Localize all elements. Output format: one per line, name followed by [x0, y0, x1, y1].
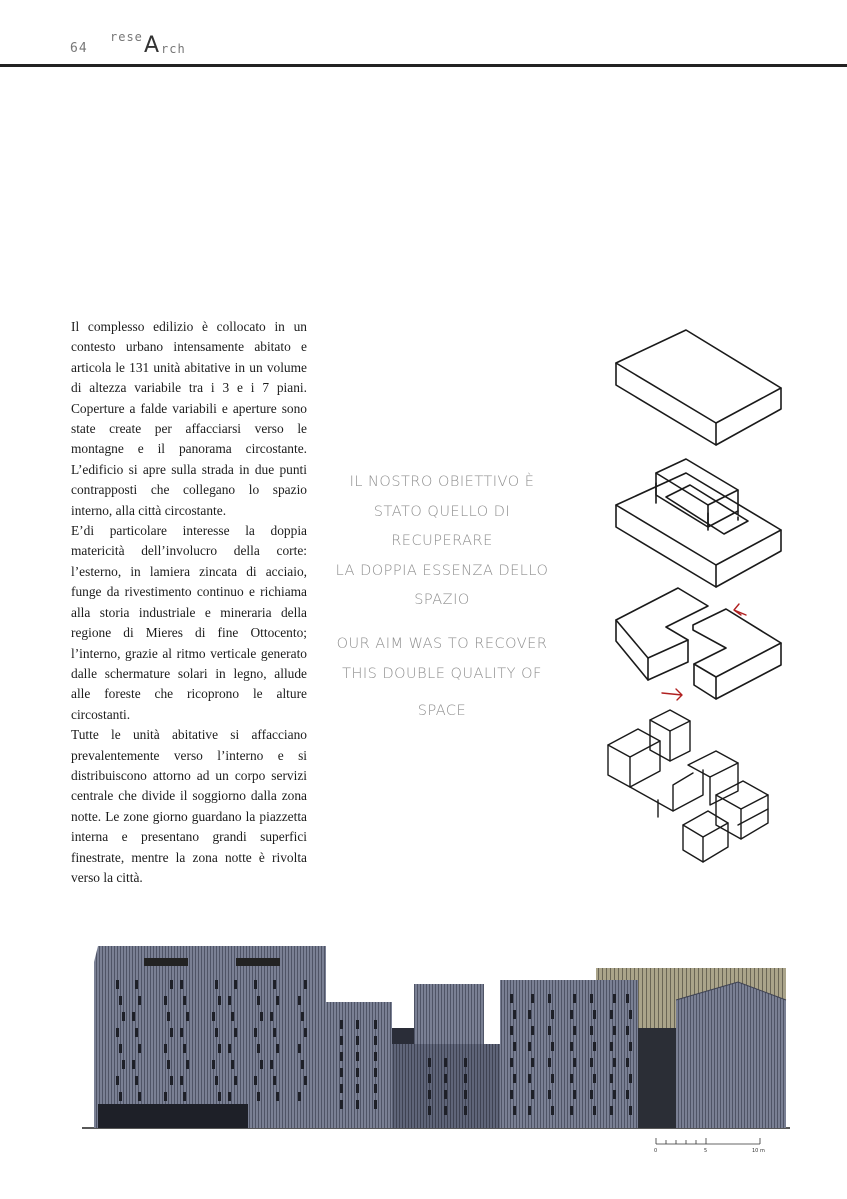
page-header	[0, 0, 847, 68]
arrow-icon	[662, 689, 682, 700]
window	[260, 1012, 263, 1021]
window	[528, 1042, 531, 1051]
window	[215, 1076, 218, 1085]
window	[613, 1090, 616, 1099]
window	[304, 1076, 307, 1085]
window	[573, 1058, 576, 1067]
window	[613, 994, 616, 1003]
roof-window	[144, 958, 188, 966]
window	[374, 1020, 377, 1029]
window	[231, 1012, 234, 1021]
window	[298, 1044, 301, 1053]
window	[276, 1044, 279, 1053]
window	[254, 1076, 257, 1085]
window	[301, 1060, 304, 1069]
window	[356, 1020, 359, 1029]
window	[510, 994, 513, 1003]
window	[626, 994, 629, 1003]
window	[340, 1052, 343, 1061]
window	[531, 994, 534, 1003]
window	[132, 1012, 135, 1021]
window	[273, 1028, 276, 1037]
sketch-solid-block	[616, 330, 781, 445]
window	[548, 1090, 551, 1099]
sketch-fragmented-cluster	[608, 710, 768, 862]
window	[513, 1106, 516, 1115]
window	[340, 1100, 343, 1109]
body-paragraph-3: Tutte le unità abitative si affacciano prevalentemente verso l’interno e si distribuiscono attorno ad un corpo servizi centrale che divide il soggiorno dalla zona notte. Le zone giorno guardano la piazzetta interna e presentano grandi superfici finestrate, mentre la zona notte è rivolta verso la città.	[71, 727, 307, 885]
window	[215, 980, 218, 989]
window	[374, 1052, 377, 1061]
window	[356, 1052, 359, 1061]
window	[276, 996, 279, 1005]
window	[116, 980, 119, 989]
window	[573, 994, 576, 1003]
window	[164, 1044, 167, 1053]
center-lower-block	[392, 1044, 502, 1128]
window	[180, 1028, 183, 1037]
window	[626, 1026, 629, 1035]
window	[629, 1010, 632, 1019]
window	[183, 996, 186, 1005]
window	[122, 1060, 125, 1069]
window	[593, 1042, 596, 1051]
window	[183, 1092, 186, 1101]
window	[164, 996, 167, 1005]
window	[570, 1010, 573, 1019]
window	[590, 1090, 593, 1099]
body-paragraph-1: Il complesso edilizio è collocato in un contesto urbano intensamente abitato e articola le 131 unità abitative in un volume di altezza variabile tra i 3 e i 7 piani. Coperture a falde variabili e aperture sono state create per affacciarsi verso le montagne e il panorama circostante. L’edificio si apre sulla strada in due punti contrapposti che collegano lo spazio interno, alla città circostante.	[71, 319, 307, 518]
window	[212, 1060, 215, 1069]
window	[122, 1012, 125, 1021]
window	[186, 1012, 189, 1021]
window	[428, 1058, 431, 1067]
window	[215, 1028, 218, 1037]
window	[590, 1058, 593, 1067]
window	[260, 1060, 263, 1069]
scale-label-0: 0	[654, 1148, 658, 1154]
window	[340, 1020, 343, 1029]
window	[551, 1106, 554, 1115]
window	[356, 1100, 359, 1109]
window	[234, 980, 237, 989]
window	[510, 1026, 513, 1035]
window	[340, 1068, 343, 1077]
window	[513, 1074, 516, 1083]
window	[212, 1012, 215, 1021]
window	[270, 1012, 273, 1021]
window	[183, 1044, 186, 1053]
entrance-void	[638, 1028, 678, 1128]
window	[170, 1028, 173, 1037]
logo-text-rese: rese	[110, 30, 143, 44]
window	[270, 1060, 273, 1069]
window	[613, 1058, 616, 1067]
window	[464, 1090, 467, 1099]
window	[298, 1092, 301, 1101]
window	[626, 1090, 629, 1099]
window	[218, 1044, 221, 1053]
window	[573, 1026, 576, 1035]
window	[257, 1044, 260, 1053]
pull-quote-english	[322, 630, 562, 727]
window	[138, 996, 141, 1005]
window	[304, 980, 307, 989]
window	[444, 1106, 447, 1115]
window	[548, 1058, 551, 1067]
arrow-icon	[734, 604, 746, 615]
window	[570, 1074, 573, 1083]
window	[528, 1074, 531, 1083]
quote-it-line-1: IL NOSTRO OBIETTIVO È	[349, 474, 535, 490]
window	[428, 1074, 431, 1083]
window	[629, 1042, 632, 1051]
window	[119, 996, 122, 1005]
window	[257, 1092, 260, 1101]
roof-window	[236, 958, 280, 966]
window	[444, 1090, 447, 1099]
logo-text-a: A	[144, 33, 160, 58]
window	[593, 1106, 596, 1115]
window	[254, 1028, 257, 1037]
window	[356, 1084, 359, 1093]
window	[340, 1036, 343, 1045]
window	[135, 980, 138, 989]
window	[135, 1076, 138, 1085]
window	[531, 1026, 534, 1035]
window	[510, 1090, 513, 1099]
window	[513, 1010, 516, 1019]
window	[170, 1076, 173, 1085]
quote-en-line-3: SPACE	[417, 703, 467, 719]
logo-text-rch: rch	[161, 42, 186, 56]
window	[116, 1076, 119, 1085]
quote-it-line-4: SPAZIO	[414, 592, 470, 608]
pull-quote-italian	[322, 468, 562, 616]
window	[138, 1092, 141, 1101]
window	[138, 1044, 141, 1053]
window	[610, 1042, 613, 1051]
window	[464, 1074, 467, 1083]
window	[228, 1044, 231, 1053]
window	[551, 1042, 554, 1051]
window	[513, 1042, 516, 1051]
window	[593, 1074, 596, 1083]
window	[135, 1028, 138, 1037]
window	[528, 1106, 531, 1115]
building-elevation	[78, 938, 793, 1138]
quote-it-line-2: STATO QUELLO DI RECUPERARE	[373, 503, 511, 549]
window	[626, 1058, 629, 1067]
scale-label-mid: 5	[704, 1148, 708, 1154]
window	[531, 1058, 534, 1067]
window	[340, 1084, 343, 1093]
scale-label-end: 10 m	[752, 1148, 765, 1154]
window	[613, 1026, 616, 1035]
window	[551, 1074, 554, 1083]
body-text-column	[71, 317, 307, 885]
window	[510, 1058, 513, 1067]
quote-en-line-2: THIS DOUBLE QUALITY OF	[342, 665, 542, 682]
window	[551, 1010, 554, 1019]
window	[629, 1074, 632, 1083]
window	[428, 1090, 431, 1099]
window	[167, 1012, 170, 1021]
window	[132, 1060, 135, 1069]
window	[234, 1076, 237, 1085]
window	[464, 1058, 467, 1067]
window	[228, 996, 231, 1005]
window	[374, 1100, 377, 1109]
base-shadow	[98, 1104, 248, 1128]
window	[167, 1060, 170, 1069]
gable-block	[676, 982, 786, 1128]
window	[273, 1076, 276, 1085]
window	[356, 1068, 359, 1077]
page-number: 64	[70, 41, 88, 56]
window	[257, 996, 260, 1005]
window	[298, 996, 301, 1005]
window	[218, 1092, 221, 1101]
window	[610, 1010, 613, 1019]
window	[170, 980, 173, 989]
window	[590, 1026, 593, 1035]
window	[548, 1026, 551, 1035]
window	[119, 1092, 122, 1101]
window	[444, 1058, 447, 1067]
window	[531, 1090, 534, 1099]
body-paragraph-2: E’di particolare interesse la doppia matericità dell’involucro della corte: l’esterno, in lamiera zincata di acciaio, funge da rivestimento continuo e richiama alla storia industriale e mineraria della regione di Mieres di fine Ottocento; l’interno, grazie al ritmo verticale generato dalle schermature solari in legno, allude alle foreste che ricoprono le alture circostanti.	[71, 523, 307, 722]
right-block	[500, 980, 638, 1128]
window	[304, 1028, 307, 1037]
window	[610, 1106, 613, 1115]
window	[276, 1092, 279, 1101]
window	[180, 1076, 183, 1085]
window	[610, 1074, 613, 1083]
window	[548, 994, 551, 1003]
window	[590, 994, 593, 1003]
window	[254, 980, 257, 989]
window	[573, 1090, 576, 1099]
window	[464, 1106, 467, 1115]
window	[570, 1042, 573, 1051]
window	[356, 1036, 359, 1045]
window	[374, 1084, 377, 1093]
window	[374, 1036, 377, 1045]
header-rule	[0, 64, 847, 67]
window	[570, 1106, 573, 1115]
window	[228, 1092, 231, 1101]
window	[180, 980, 183, 989]
window	[528, 1010, 531, 1019]
window	[231, 1060, 234, 1069]
window	[428, 1106, 431, 1115]
sketch-split-block	[616, 588, 781, 699]
window	[444, 1074, 447, 1083]
quote-en-line-1: OUR AIM WAS TO RECOVER	[336, 636, 548, 652]
window	[119, 1044, 122, 1053]
window	[164, 1092, 167, 1101]
window	[218, 996, 221, 1005]
window	[234, 1028, 237, 1037]
scale-bar	[650, 1136, 780, 1156]
window	[374, 1068, 377, 1077]
window	[629, 1106, 632, 1115]
tall-block	[94, 946, 326, 1128]
quote-it-line-3: LA DOPPIA ESSENZA DELLO	[335, 562, 549, 579]
sketch-arrows	[662, 604, 746, 700]
concept-sketches	[598, 325, 798, 885]
window	[301, 1012, 304, 1021]
window	[186, 1060, 189, 1069]
sketch-courtyard-block	[616, 459, 781, 587]
window	[116, 1028, 119, 1037]
window	[593, 1010, 596, 1019]
window	[273, 980, 276, 989]
